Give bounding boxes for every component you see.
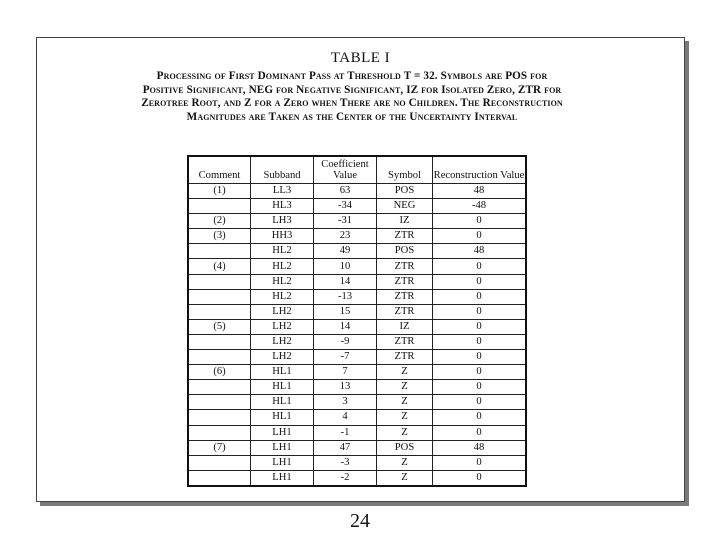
subband-cell: HL2 — [251, 289, 314, 304]
caption-threshold: T = 32. — [403, 70, 438, 82]
reconstruction-cell: 0 — [433, 470, 527, 486]
table-row — [188, 229, 526, 244]
reconstruction-cell: 48 — [433, 244, 527, 259]
subband-cell: LH1 — [251, 455, 314, 470]
symbol-cell: Z — [377, 410, 433, 425]
symbol-cell: Z — [377, 425, 433, 440]
subband-cell: LH2 — [251, 304, 314, 319]
comment-cell: (3) — [188, 229, 251, 244]
comment-cell — [188, 350, 251, 365]
subband-cell: LH3 — [251, 214, 314, 229]
subband-cell: LH1 — [251, 425, 314, 440]
comment-cell: (2) — [188, 214, 251, 229]
table-title: TABLE I — [330, 50, 391, 66]
table-row — [188, 304, 526, 319]
symbol-cell: POS — [377, 184, 433, 199]
table-row — [188, 395, 526, 410]
header-reconstruction-value: Reconstruction Value — [433, 156, 527, 184]
reconstruction-cell: 0 — [433, 425, 527, 440]
symbol-cell: POS — [377, 244, 433, 259]
coefficient-cell: 63 — [314, 184, 377, 199]
table-row — [188, 289, 526, 304]
reconstruction-cell: 0 — [433, 334, 527, 349]
comment-cell — [188, 244, 251, 259]
subband-cell: HL2 — [251, 274, 314, 289]
table-row — [188, 425, 526, 440]
header-coefficient-value: Coefficient Value — [314, 156, 377, 184]
coefficient-cell: 3 — [314, 395, 377, 410]
coefficient-cell: 14 — [314, 274, 377, 289]
reconstruction-cell: 0 — [433, 380, 527, 395]
coefficient-cell: 4 — [314, 410, 377, 425]
symbol-cell: NEG — [377, 199, 433, 214]
comment-cell — [188, 380, 251, 395]
subband-cell: HH3 — [251, 229, 314, 244]
header-subband: Subband — [251, 156, 314, 184]
comment-cell: (7) — [188, 440, 251, 455]
table-row — [188, 455, 526, 470]
subband-cell: LH2 — [251, 350, 314, 365]
comment-cell — [188, 199, 251, 214]
coefficient-cell: -3 — [314, 455, 377, 470]
reconstruction-cell: 0 — [433, 395, 527, 410]
coefficient-cell: -1 — [314, 425, 377, 440]
table-header-row — [188, 156, 526, 184]
table-row — [188, 214, 526, 229]
reconstruction-cell: 0 — [433, 410, 527, 425]
comment-cell — [188, 410, 251, 425]
table-row — [188, 365, 526, 380]
caption-iz: IZ — [406, 83, 419, 96]
reconstruction-cell: -48 — [433, 199, 527, 214]
reconstruction-cell: 0 — [433, 304, 527, 319]
table-row — [188, 259, 526, 274]
comment-cell: (1) — [188, 184, 251, 199]
subband-cell: HL1 — [251, 380, 314, 395]
coefficient-cell: -13 — [314, 289, 377, 304]
symbol-cell: Z — [377, 470, 433, 486]
subband-cell: HL1 — [251, 395, 314, 410]
coefficient-cell: -31 — [314, 214, 377, 229]
symbol-cell: IZ — [377, 319, 433, 334]
comment-cell — [188, 274, 251, 289]
subband-cell: LL3 — [251, 184, 314, 199]
comment-cell — [188, 289, 251, 304]
symbol-cell: IZ — [377, 214, 433, 229]
subband-cell: LH1 — [251, 470, 314, 486]
comment-cell — [188, 304, 251, 319]
reconstruction-cell: 48 — [433, 440, 527, 455]
subband-cell: LH2 — [251, 334, 314, 349]
subband-cell: LH2 — [251, 319, 314, 334]
header-comment: Comment — [188, 156, 251, 184]
symbol-cell: ZTR — [377, 334, 433, 349]
caption-text: Processing of First Dominant Pass at Threshold — [156, 70, 404, 82]
coefficient-cell: -7 — [314, 350, 377, 365]
table-row — [188, 244, 526, 259]
coefficient-cell: 13 — [314, 380, 377, 395]
slide-frame — [36, 37, 685, 502]
table-row — [188, 440, 526, 455]
coefficient-cell: -34 — [314, 199, 377, 214]
comment-cell: (6) — [188, 365, 251, 380]
subband-cell: HL1 — [251, 365, 314, 380]
comment-cell — [188, 395, 251, 410]
comment-cell — [188, 425, 251, 440]
symbol-cell: ZTR — [377, 304, 433, 319]
comment-cell: (4) — [188, 259, 251, 274]
coefficient-cell: 23 — [314, 229, 377, 244]
table-row — [188, 334, 526, 349]
table-row — [188, 380, 526, 395]
caption-pos: POS — [505, 70, 528, 82]
table-row — [188, 184, 526, 199]
subband-cell: HL2 — [251, 244, 314, 259]
symbol-cell: ZTR — [377, 289, 433, 304]
subband-cell: HL2 — [251, 259, 314, 274]
caption-text: for Isolated Zero, ZTR for Zerotree Root, and Z for a Zero when There are no Children. The Reconstruction Magnitudes are Taken as the Center of the Uncertainty Interval — [141, 83, 563, 123]
coefficient-cell: -2 — [314, 470, 377, 486]
reconstruction-cell: 0 — [433, 259, 527, 274]
reconstruction-cell: 0 — [433, 319, 527, 334]
table-row — [188, 410, 526, 425]
subband-cell: HL1 — [251, 410, 314, 425]
table-body — [188, 184, 526, 486]
symbol-cell: Z — [377, 395, 433, 410]
comment-cell — [188, 470, 251, 486]
symbol-cell: ZTR — [377, 229, 433, 244]
comment-cell — [188, 455, 251, 470]
coefficient-cell: 49 — [314, 244, 377, 259]
header-symbol: Symbol — [377, 156, 433, 184]
symbol-cell: ZTR — [377, 274, 433, 289]
symbol-cell: Z — [377, 455, 433, 470]
caption-text: for Negative Significant, — [273, 83, 407, 96]
reconstruction-cell: 0 — [433, 229, 527, 244]
table-row — [188, 274, 526, 289]
subband-cell: HL3 — [251, 199, 314, 214]
reconstruction-cell: 0 — [433, 274, 527, 289]
reconstruction-cell: 0 — [433, 350, 527, 365]
caption-text: for Positive Significant, — [142, 70, 548, 96]
comment-cell: (5) — [188, 319, 251, 334]
reconstruction-cell: 0 — [433, 214, 527, 229]
coefficient-cell: 15 — [314, 304, 377, 319]
subband-cell: LH1 — [251, 440, 314, 455]
reconstruction-cell: 0 — [433, 365, 527, 380]
reconstruction-cell: 0 — [433, 455, 527, 470]
data-table — [187, 155, 527, 487]
table-caption — [137, 70, 567, 124]
symbol-cell: ZTR — [377, 259, 433, 274]
coefficient-cell: 14 — [314, 319, 377, 334]
reconstruction-cell: 48 — [433, 184, 527, 199]
coefficient-cell: 10 — [314, 259, 377, 274]
caption-neg: NEG — [248, 83, 274, 96]
table-row — [188, 199, 526, 214]
coefficient-cell: 47 — [314, 440, 377, 455]
symbol-cell: ZTR — [377, 350, 433, 365]
coefficient-cell: 7 — [314, 365, 377, 380]
table-row — [188, 470, 526, 486]
reconstruction-cell: 0 — [433, 289, 527, 304]
symbol-cell: POS — [377, 440, 433, 455]
comment-cell — [188, 334, 251, 349]
table-row — [188, 319, 526, 334]
coefficient-cell: -9 — [314, 334, 377, 349]
table-row — [188, 350, 526, 365]
symbol-cell: Z — [377, 365, 433, 380]
page-number: 24 — [350, 510, 370, 532]
caption-text: Symbols are — [437, 70, 506, 82]
symbol-cell: Z — [377, 380, 433, 395]
